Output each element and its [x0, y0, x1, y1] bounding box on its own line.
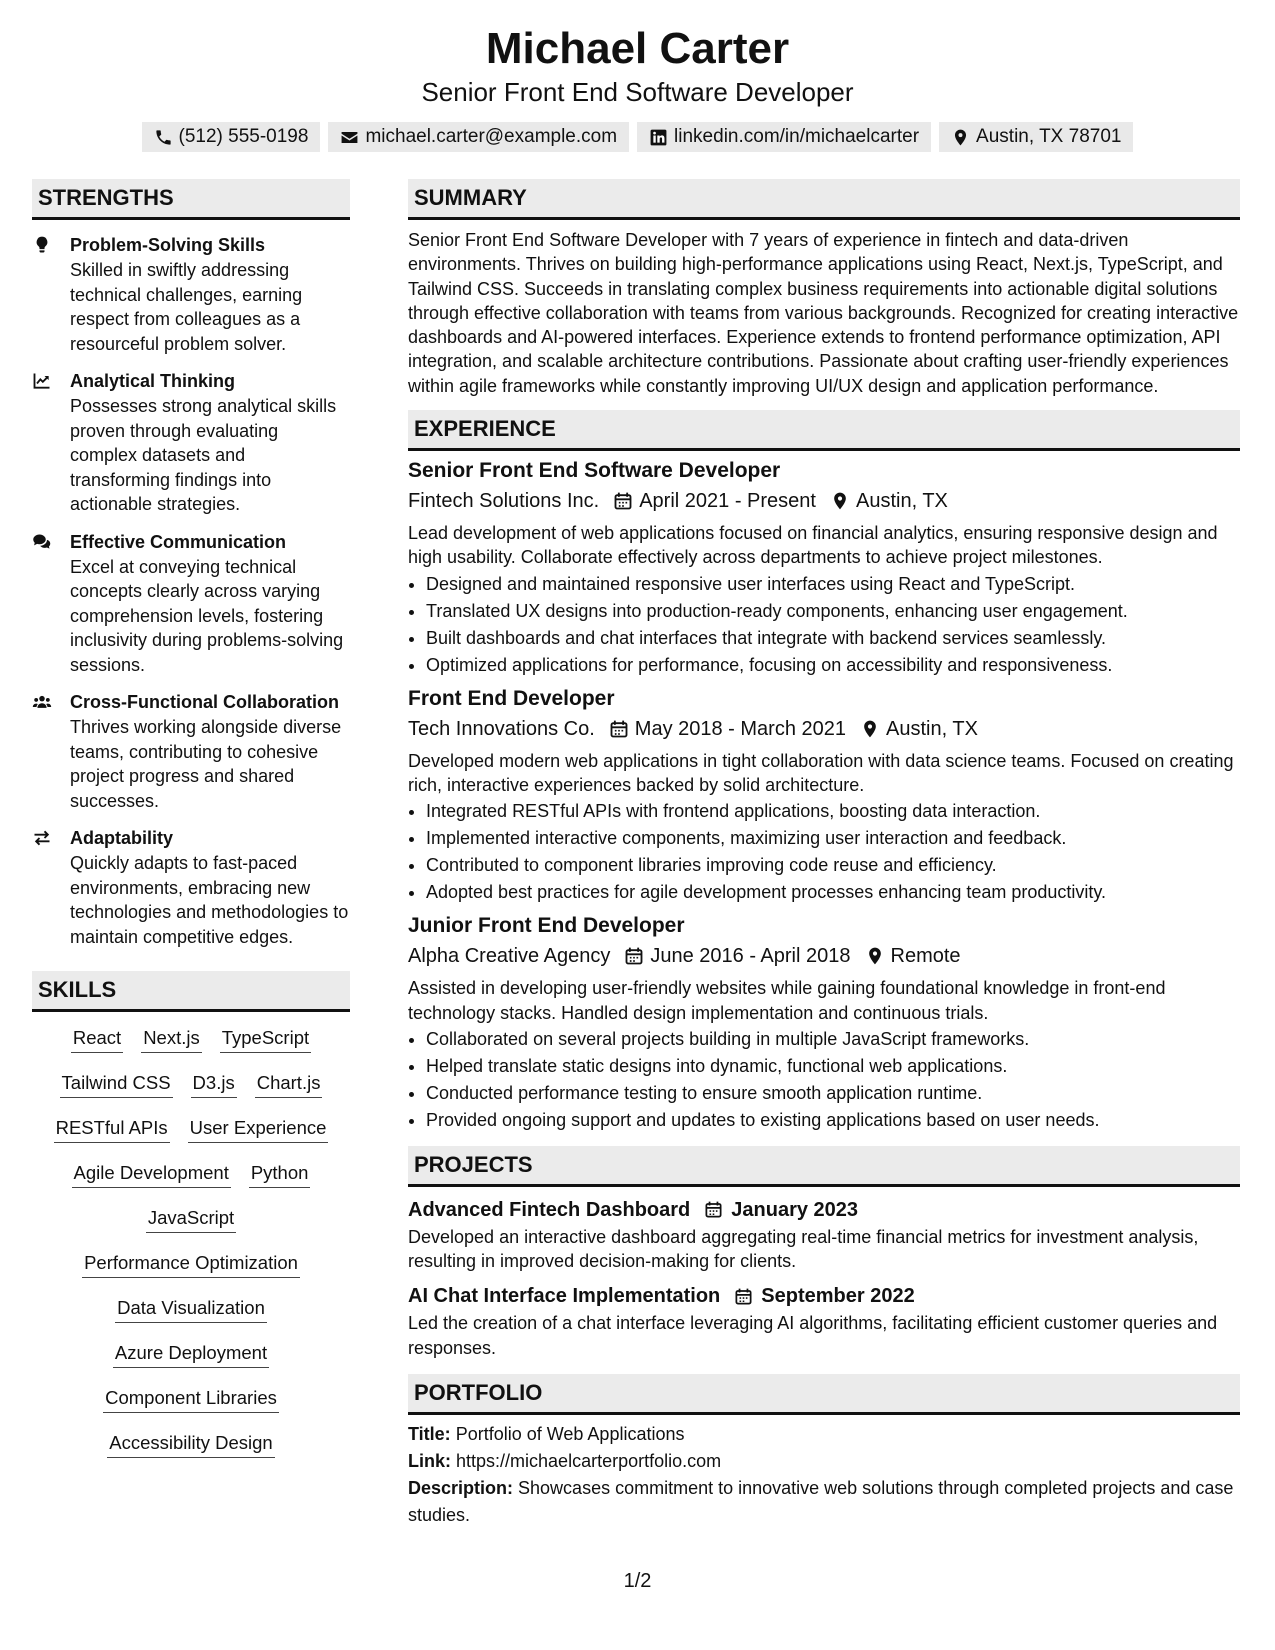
- portfolio-link[interactable]: https://michaelcarterportfolio.com: [456, 1451, 722, 1472]
- skill-tag: Python: [249, 1161, 311, 1188]
- strength-desc: Excel at conveying technical concepts clearly across varying comprehension levels, fostering inclusivity during problems-solving sessions.: [70, 556, 344, 675]
- project-entry: [408, 1283, 1240, 1360]
- portfolio-title-label: Title:: [408, 1424, 451, 1445]
- job-bullet: • Designed and maintained responsive user interfaces using React and TypeScript.: [426, 571, 1240, 598]
- skill-tag: Next.js: [141, 1026, 202, 1053]
- candidate-name: Michael Carter: [485, 24, 790, 73]
- job-entry: [408, 685, 1240, 907]
- project-title: AI Chat Interface Implementation: [408, 1285, 721, 1308]
- contact-phone-text: (512) 555-0198: [178, 126, 309, 147]
- job-company: Fintech Solutions Inc.: [408, 490, 600, 513]
- strength-title: Problem-Solving Skills: [70, 235, 266, 255]
- strength-title: Analytical Thinking: [70, 371, 236, 391]
- job-location: Austin, TX: [855, 490, 948, 513]
- contact-linkedin-text: linkedin.com/in/michaelcarter: [674, 126, 920, 147]
- skill-tag: Accessibility Design: [107, 1431, 274, 1458]
- job-company: Alpha Creative Agency: [408, 945, 611, 968]
- contact-location-text: Austin, TX 78701: [976, 126, 1122, 147]
- strength-title: Adaptability: [70, 828, 174, 848]
- skill-tag: Tailwind CSS: [60, 1071, 173, 1098]
- chart-line-icon: [32, 371, 52, 391]
- skill-tag: TypeScript: [220, 1026, 311, 1053]
- portfolio-desc: Showcases commitment to innovative web solutions through completed projects and case studies.: [408, 1478, 1234, 1526]
- skill-tag: JavaScript: [146, 1206, 236, 1233]
- calendar-icon: [704, 1200, 723, 1219]
- job-bullet: • Optimized applications for performance, focusing on accessibility and responsiveness.: [426, 652, 1240, 679]
- right-column: [408, 179, 1240, 1529]
- strengths-heading: STRENGTHS: [32, 179, 350, 220]
- job-bullet: • Helped translate static designs into dynamic, functional web applications.: [426, 1053, 1240, 1080]
- job-meta: [408, 487, 1240, 515]
- map-marker-icon: [860, 719, 880, 739]
- job-bullet: • Provided ongoing support and updates to existing applications based on user needs.: [426, 1107, 1240, 1134]
- strength-item: [32, 232, 350, 356]
- portfolio-block: [408, 1421, 1240, 1529]
- portfolio-heading: PORTFOLIO: [408, 1374, 1240, 1415]
- calendar-icon: [734, 1287, 753, 1306]
- strength-item: [32, 368, 350, 517]
- exchange-icon: [32, 828, 52, 848]
- summary-heading: SUMMARY: [408, 179, 1240, 220]
- job-bullet: • Collaborated on several projects building in multiple JavaScript frameworks.: [426, 1026, 1240, 1053]
- job-bullets: [408, 798, 1240, 906]
- skill-tag: Component Libraries: [103, 1386, 279, 1413]
- contact-phone[interactable]: [142, 122, 321, 152]
- job-title: Senior Front End Software Developer: [408, 459, 781, 483]
- map-marker-icon: [951, 128, 970, 147]
- skills-heading: SKILLS: [32, 971, 350, 1012]
- portfolio-desc-label: Description:: [408, 1478, 514, 1499]
- strength-title: Cross-Functional Collaboration: [70, 692, 340, 712]
- map-marker-icon: [830, 491, 850, 511]
- contact-email[interactable]: [328, 122, 629, 152]
- job-desc: Assisted in developing user-friendly websites while gaining foundational knowledge in front-end technology stacks. Handled design implementation and continuous trials.: [408, 978, 1166, 1023]
- strength-item: [32, 689, 350, 813]
- calendar-icon: [609, 719, 629, 739]
- job-bullets: [408, 1026, 1240, 1134]
- job-desc: Lead development of web applications focused on financial analytics, ensuring responsive design and high usability. Collaborate effectively across departments to achieve project milestones.: [408, 523, 1218, 568]
- job-desc: Developed modern web applications in tight collaboration with data science teams. Focused on creating rich, interactive experiences backed by solid architecture.: [408, 750, 1234, 795]
- strength-desc: Quickly adapts to fast-paced environments, embracing new technologies and methodologies to maintain competitive edges.: [70, 853, 349, 947]
- strength-desc: Thrives working alongside diverse teams, contributing to cohesive project progress and shared successes.: [70, 717, 342, 811]
- job-bullet: • Contributed to component libraries improving code reuse and efficiency.: [426, 852, 1240, 879]
- contact-bar: [0, 122, 1275, 152]
- job-dates: May 2018 - March 2021: [634, 717, 847, 740]
- calendar-icon: [624, 946, 644, 966]
- lightbulb-icon: [32, 235, 52, 255]
- job-meta: [408, 942, 1240, 970]
- project-date: January 2023: [731, 1198, 859, 1221]
- experience-heading: EXPERIENCE: [408, 410, 1240, 451]
- skill-tag: User Experience: [188, 1116, 329, 1143]
- job-company: Tech Innovations Co.: [408, 717, 595, 740]
- job-title: Front End Developer: [408, 686, 615, 710]
- left-column: [32, 179, 350, 1476]
- project-entry: [408, 1197, 1240, 1274]
- job-bullet: • Integrated RESTful APIs with frontend applications, boosting data interaction.: [426, 798, 1240, 825]
- portfolio-desc-line: [408, 1475, 1240, 1529]
- contact-linkedin[interactable]: [637, 122, 931, 152]
- resume-header: [0, 0, 1275, 152]
- skill-tag: Performance Optimization: [82, 1251, 300, 1278]
- portfolio-link-line: [408, 1448, 1240, 1475]
- job-location: Austin, TX: [886, 717, 978, 740]
- projects-heading: PROJECTS: [408, 1146, 1240, 1187]
- job-dates: June 2016 - April 2018: [650, 945, 851, 968]
- project-title-row: [408, 1283, 1240, 1309]
- calendar-icon: [613, 491, 633, 511]
- users-icon: [32, 692, 52, 712]
- phone-icon: [154, 128, 173, 147]
- map-marker-icon: [865, 946, 885, 966]
- envelope-icon: [340, 128, 359, 147]
- strength-item: [32, 825, 350, 949]
- linkedin-icon: [649, 128, 668, 147]
- skill-tag: Agile Development: [72, 1161, 231, 1188]
- skill-tag: Azure Deployment: [113, 1341, 269, 1368]
- portfolio-link-label: Link:: [408, 1451, 451, 1472]
- strength-title: Effective Communication: [70, 531, 287, 552]
- job-bullet: • Conducted performance testing to ensure smooth application runtime.: [426, 1080, 1240, 1107]
- skill-tag: Chart.js: [255, 1071, 323, 1098]
- skill-tag: React: [71, 1026, 123, 1053]
- project-date: September 2022: [761, 1285, 915, 1308]
- comments-icon: [32, 532, 52, 552]
- job-title: Junior Front End Developer: [408, 914, 685, 938]
- contact-email-text: michael.carter@example.com: [365, 126, 618, 147]
- project-title: Advanced Fintech Dashboard: [408, 1198, 691, 1221]
- skills-list: [32, 1026, 350, 1458]
- strength-desc: Skilled in swiftly addressing technical challenges, earning respect from colleagues as a resourceful problem solver.: [70, 260, 303, 354]
- strength-item: [32, 529, 350, 678]
- job-entry: [408, 912, 1240, 1134]
- contact-location: [939, 122, 1133, 152]
- portfolio-title-line: [408, 1421, 1240, 1448]
- skill-tag: Data Visualization: [115, 1296, 267, 1323]
- summary-text: Senior Front End Software Developer with 7 years of experience in fintech and data-driven environments. Thrives on building high-performance applications using React, Next.js, TypeScript, and Tailwind CSS. Succeeds in translating complex business requirements into actionable digital solutions through effective collaboration with teams from various backgrounds. Recognized for creating interactive dashboards and AI-powered interfaces. Experience extends to frontend performance optimization, API integration, and scalable architecture contributions. Passionate about crafting user-friendly experiences within agile frameworks while constantly improving UI/UX design and application performance.: [408, 230, 1239, 396]
- project-desc: Led the creation of a chat interface leveraging AI algorithms, facilitating efficient customer queries and responses.: [408, 1313, 1218, 1358]
- job-bullet: • Translated UX designs into production-ready components, enhancing user engagement.: [426, 598, 1240, 625]
- job-location: Remote: [890, 945, 961, 968]
- candidate-title: Senior Front End Software Developer: [421, 77, 854, 107]
- skill-tag: RESTful APIs: [54, 1116, 170, 1143]
- project-title-row: [408, 1197, 1240, 1223]
- skill-tag: D3.js: [191, 1071, 237, 1098]
- job-dates: April 2021 - Present: [639, 490, 816, 513]
- job-bullet: • Built dashboards and chat interfaces that integrate with backend services seamlessly.: [426, 625, 1240, 652]
- job-bullet: • Adopted best practices for agile development processes enhancing team productivity.: [426, 879, 1240, 906]
- portfolio-title: Portfolio of Web Applications: [455, 1424, 685, 1445]
- job-entry: [408, 457, 1240, 679]
- page-number: 1/2: [623, 1570, 652, 1592]
- strength-desc: Possesses strong analytical skills proven through evaluating complex datasets and transforming findings into actionable strategies.: [70, 396, 337, 514]
- project-desc: Developed an interactive dashboard aggregating real-time financial metrics for investment analysis, resulting in improved decision-making for clients.: [408, 1226, 1199, 1272]
- job-meta: [408, 715, 1240, 743]
- job-bullets: [408, 571, 1240, 679]
- job-bullet: • Implemented interactive components, maximizing user interaction and feedback.: [426, 825, 1240, 852]
